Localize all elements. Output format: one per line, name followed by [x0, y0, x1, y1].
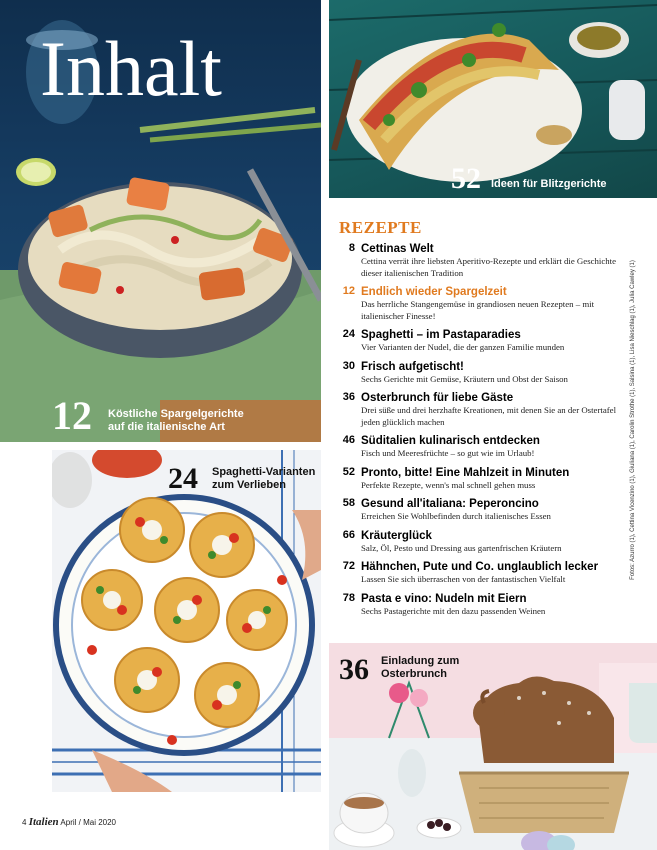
- toc-page-number: 24: [342, 328, 355, 340]
- caption-text-blitz: Ideen für Blitzgerichte: [491, 178, 607, 190]
- spaghetti-illustration: [52, 450, 321, 792]
- toc-title: Spaghetti – im Pastaparadies: [361, 329, 521, 341]
- toc-page-number: 46: [342, 434, 355, 446]
- toc-entry-highlighted[interactable]: [339, 285, 621, 322]
- caption-number-spaghetti: 24: [168, 462, 198, 495]
- toc-page-number: 52: [342, 465, 355, 478]
- toc-description: Fisch und Meeresfrüchte – so gut wie im Urlaub!: [361, 448, 535, 458]
- toc-description: Drei süße und drei herzhafte Kreationen, mit denen Sie an der Ostertafel jeden glücklich machen: [361, 405, 617, 427]
- toc-entry[interactable]: [339, 497, 621, 523]
- toc-page-number: 58: [342, 497, 355, 509]
- toc-description: Erreichen Sie Wohlbefinden durch italienisches Essen: [361, 511, 551, 521]
- toc-entry[interactable]: [339, 242, 621, 279]
- toc-entry[interactable]: [339, 560, 621, 586]
- caption-text-ostern: Einladung zum Osterbrunch: [381, 655, 460, 680]
- toc-page-number: 66: [342, 528, 355, 541]
- toc-page-number: 72: [342, 560, 355, 572]
- page-footer: [22, 816, 116, 828]
- section-heading: REZEPTE: [339, 218, 422, 237]
- toc-entry[interactable]: [339, 328, 621, 354]
- photo-spaghetti: [52, 450, 321, 792]
- toc-description: Vier Varianten der Nudel, die der ganzen Familie munden: [361, 342, 565, 352]
- toc-description: Sechs Gerichte mit Gemüse, Kräutern und Obst der Saison: [361, 373, 568, 384]
- toc-page-number: 78: [342, 591, 355, 604]
- footer-page-number: 4: [22, 818, 27, 827]
- toc-title: Frisch aufgetischt!: [361, 360, 464, 373]
- caption-number-blitz: 52: [451, 162, 481, 195]
- toc-title: Süditalien kulinarisch entdecken: [361, 435, 540, 447]
- toc-entry[interactable]: [339, 391, 621, 428]
- toc-page-number: 30: [342, 359, 355, 372]
- toc-entry[interactable]: [339, 466, 621, 492]
- caption-number-ostern: 36: [339, 653, 369, 686]
- page-title: Inhalt: [40, 25, 222, 112]
- footer-issue: April / Mai 2020: [60, 818, 117, 827]
- toc-title: Osterbrunch für liebe Gäste: [361, 392, 514, 404]
- toc-description: Cettina verrät ihre liebsten Aperitivo-Rezepte und erklärt die Geschichte dieser italienischen Tradition: [361, 256, 617, 278]
- toc-entry[interactable]: [339, 529, 621, 555]
- magazine-logo: Italien: [28, 816, 59, 828]
- photo-blitzgerichte: [329, 0, 657, 198]
- photo-spargel-pasta: [0, 0, 321, 442]
- toc-title: Pasta e vino: Nudeln mit Eiern: [361, 592, 527, 605]
- toc-page-number: 8: [348, 242, 355, 254]
- photo-credits: [627, 218, 638, 622]
- toc-entry[interactable]: [339, 434, 621, 460]
- toc-title: Hähnchen, Pute und Co. unglaublich lecker: [361, 561, 599, 573]
- photo-osterbrunch: [329, 643, 657, 850]
- caption-number-spargel: 12: [52, 393, 92, 438]
- toc-page-number: 36: [342, 391, 355, 403]
- toc-description: Salz, Öl, Pesto und Dressing aus gartenfrischen Kräutern: [361, 542, 562, 553]
- toc-entry[interactable]: [339, 360, 621, 386]
- photo-credits-text: Fotos: Azurro (1), Cettina Vicenzino (1), Giuliana (1), Carolin Strothe (1), Salsina (1), Lisa Nieschlag (1), Julia Cawley (1): [629, 260, 636, 580]
- toc-title: Pronto, bitte! Eine Mahlzeit in Minuten: [361, 466, 570, 479]
- toc-page-number: 12: [342, 285, 355, 297]
- toc-title: Gesund all'italiana: Peperoncino: [361, 498, 539, 510]
- blitzgerichte-illustration: [329, 0, 657, 198]
- toc-entry[interactable]: [339, 592, 621, 618]
- recipe-index: [339, 218, 621, 617]
- toc-title: Kräuterglück: [361, 529, 432, 542]
- toc-description: Sechs Pastagerichte mit den dazu passenden Weinen: [361, 605, 546, 616]
- osterbrunch-illustration: [329, 643, 657, 850]
- toc-description: Lassen Sie sich überraschen von der fantastischen Vielfalt: [361, 574, 566, 584]
- caption-text-spaghetti: Spaghetti-Varianten zum Verlieben: [212, 466, 316, 491]
- toc-description: Das herrliche Stangengemüse in grandiosen neuen Rezepten – mit italienischer Finesse!: [361, 299, 595, 321]
- toc-title: Endlich wieder Spargelzeit: [361, 286, 507, 298]
- toc-description: Perfekte Rezepte, wenn's mal schnell gehen muss: [361, 479, 536, 490]
- toc-title: Cettinas Welt: [361, 243, 434, 255]
- caption-text-spargel: Köstliche Spargelgerichte auf die italienische Art: [108, 408, 244, 433]
